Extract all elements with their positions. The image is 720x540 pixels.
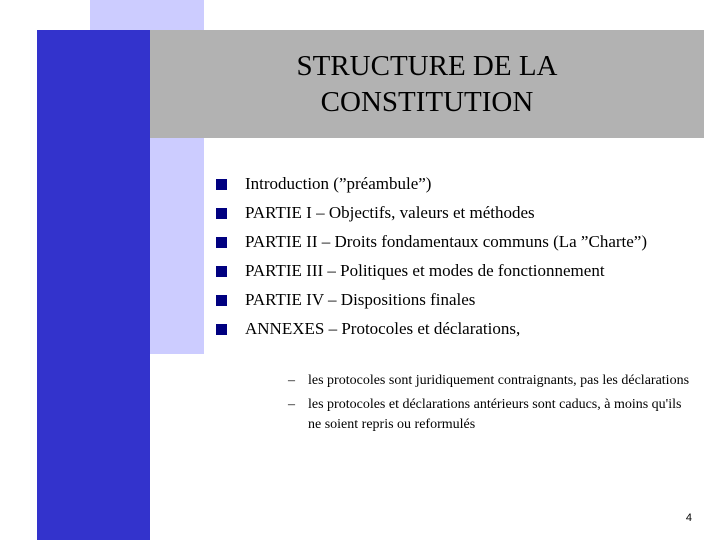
sub-bullet-text: les protocoles sont juridiquement contraignants, pas les déclarations <box>308 373 690 388</box>
bullet-text: Introduction (”préambule”) <box>245 174 432 193</box>
bullet-text: PARTIE II – Droits fondamentaux communs (La ”Charte”) <box>245 232 647 251</box>
bullet-item <box>216 172 696 196</box>
decorative-blue-bar <box>37 30 150 540</box>
bullet-item <box>216 259 696 283</box>
bullet-list <box>216 172 696 346</box>
bullet-item <box>216 201 696 225</box>
dash-marker: – <box>288 397 295 412</box>
sub-bullet-text: les protocoles et déclarations antérieurs sont caducs, à moins qu'ils ne soient repris ou reformulés <box>308 397 682 432</box>
bullet-item <box>216 317 696 341</box>
sub-bullet-item <box>288 395 698 435</box>
page-number: 4 <box>685 512 692 524</box>
bullet-text: PARTIE IV – Dispositions finales <box>245 290 476 309</box>
slide-title <box>247 48 607 120</box>
sub-bullet-list <box>288 371 698 439</box>
square-bullet-icon <box>216 208 227 219</box>
square-bullet-icon <box>216 324 227 335</box>
bullet-item <box>216 230 696 254</box>
bullet-text: PARTIE III – Politiques et modes de fonctionnement <box>245 261 605 280</box>
square-bullet-icon <box>216 295 227 306</box>
slide-title-line-1: STRUCTURE DE LA <box>296 50 558 82</box>
title-banner <box>150 30 704 138</box>
bullet-text: PARTIE I – Objectifs, valeurs et méthodes <box>245 203 535 222</box>
bullet-text: ANNEXES – Protocoles et déclarations, <box>245 319 521 338</box>
bullet-item <box>216 288 696 312</box>
square-bullet-icon <box>216 237 227 248</box>
dash-marker: – <box>288 373 295 388</box>
slide-title-line-2: CONSTITUTION <box>320 86 534 118</box>
square-bullet-icon <box>216 266 227 277</box>
sub-bullet-item <box>288 371 698 391</box>
square-bullet-icon <box>216 179 227 190</box>
